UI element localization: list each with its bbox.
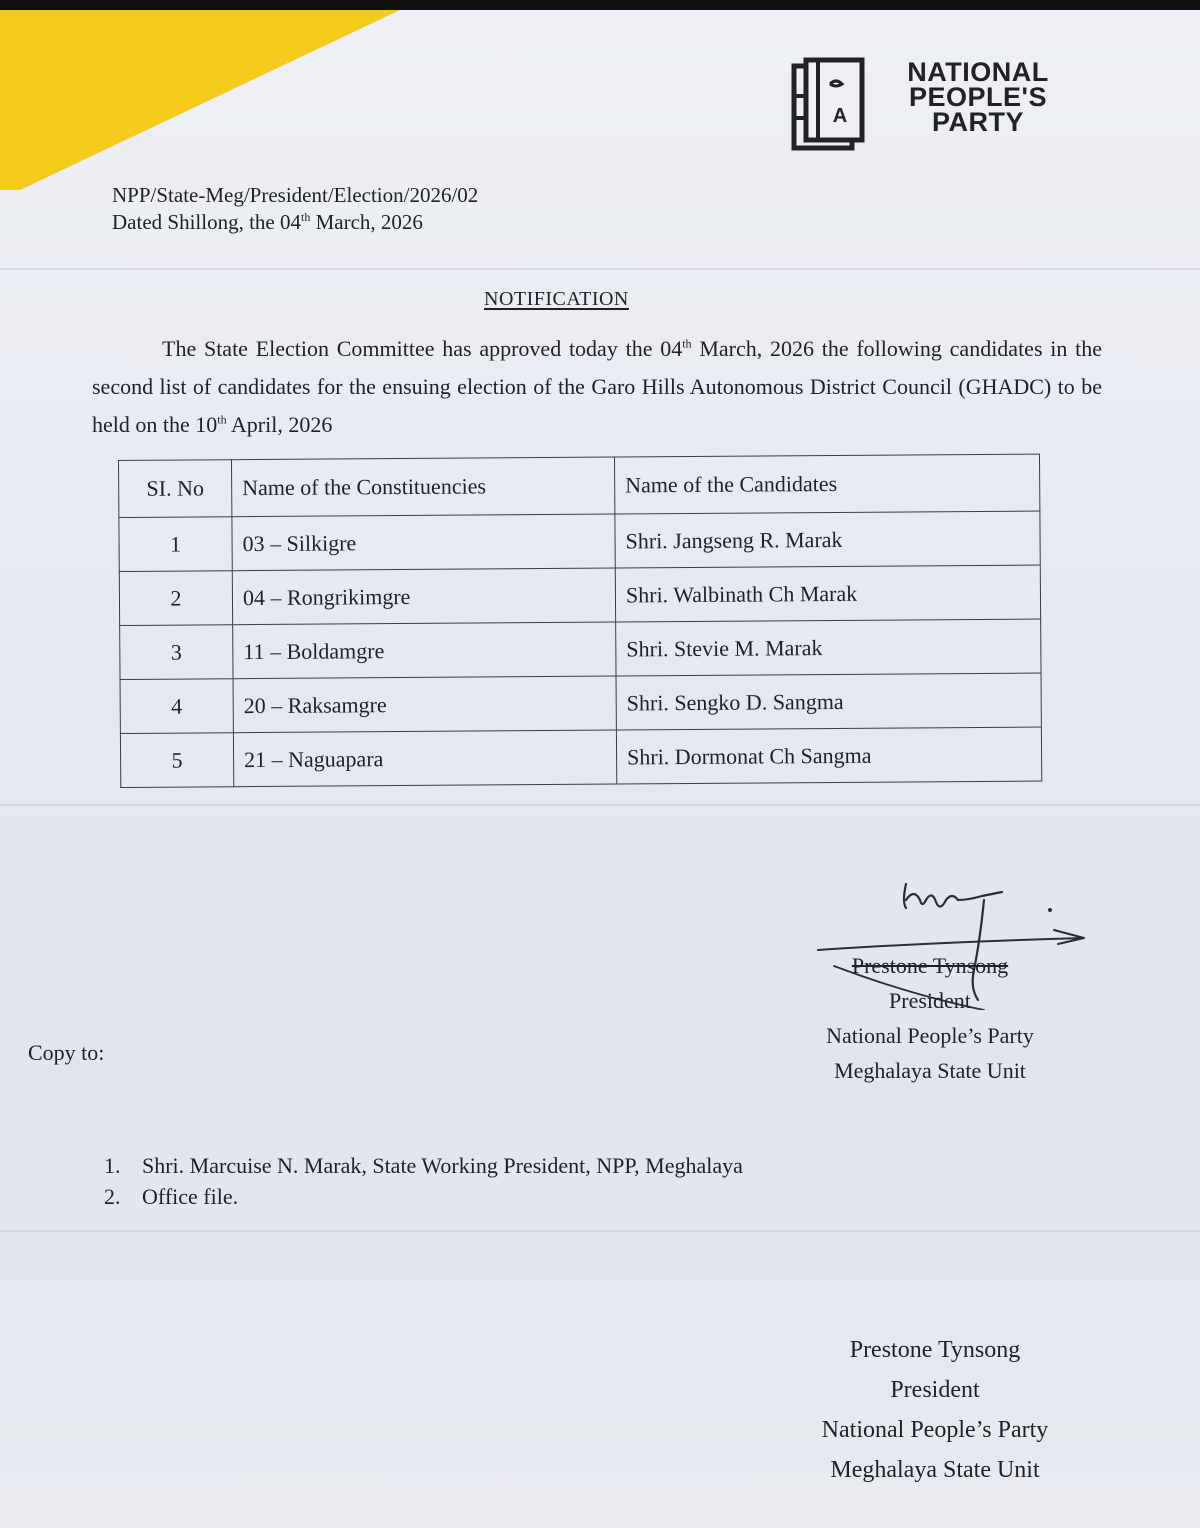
cell-candidate: Shri. Walbinath Ch Marak — [615, 565, 1040, 622]
cell-constituency: 04 – Rongrikimgre — [232, 568, 615, 625]
header-constituency: Name of the Constituencies — [232, 457, 615, 517]
top-edge — [0, 0, 1200, 10]
svg-text:A: A — [832, 105, 848, 127]
signatory-title: President — [890, 1377, 980, 1403]
party-wordmark: NATIONAL PEOPLE'S PARTY — [907, 57, 1049, 137]
signatory-unit: Meghalaya State Unit — [834, 1058, 1026, 1083]
notification-body: The State Election Committee has approved today the 04th March, 2026 the following candidates in the second list of candidates for the ensuing election of the Garo Hills Autonomous District Council (GHADC) to be held on the 10th April, 2026 — [92, 336, 1102, 437]
copy-to-label: Copy to: — [28, 1040, 105, 1065]
cell-sl-no: 4 — [120, 679, 233, 734]
reference-number: NPP/State-Meg/President/Election/2026/02 — [112, 183, 479, 207]
signatory-org: National People’s Party — [826, 1023, 1034, 1048]
signatory-unit: Meghalaya State Unit — [830, 1457, 1040, 1483]
cell-constituency: 20 – Raksamgre — [233, 676, 616, 733]
copy-to-list — [104, 1150, 743, 1212]
list-item: 1. Shri. Marcuise N. Marak, State Working President, NPP, Meghalaya — [104, 1153, 743, 1178]
cell-constituency: 03 – Silkigre — [232, 514, 615, 571]
table-row — [120, 673, 1041, 733]
cell-sl-no: 3 — [120, 625, 233, 680]
cell-candidate: Shri. Dormonat Ch Sangma — [616, 727, 1041, 784]
paper-fold — [0, 804, 1200, 806]
signatory-name: Prestone Tynsong — [849, 1337, 1021, 1363]
cell-sl-no: 1 — [119, 517, 232, 572]
signatory-name: Prestone Tynsong — [851, 953, 1009, 978]
reference-date: Dated Shillong, the 04th March, 2026 — [112, 210, 423, 234]
paper-fold — [0, 268, 1200, 270]
table-row — [119, 565, 1040, 625]
cell-candidate: Shri. Sengko D. Sangma — [616, 673, 1041, 730]
cell-constituency: 21 – Naguapara — [233, 730, 616, 787]
notification-title: NOTIFICATION — [484, 288, 629, 310]
signatory-block-upper — [800, 948, 1060, 1088]
signatory-block-lower — [790, 1330, 1080, 1490]
cell-constituency: 11 – Boldamgre — [233, 622, 616, 679]
party-logo — [786, 56, 1086, 156]
signatory-title: President — [889, 988, 971, 1013]
reference-block — [112, 182, 478, 236]
cell-sl-no: 5 — [120, 733, 233, 788]
book-icon — [786, 56, 866, 152]
header-candidate: Name of the Candidates — [614, 454, 1039, 514]
table-row — [119, 511, 1040, 571]
signatory-org: National People’s Party — [821, 1417, 1049, 1443]
table-row — [120, 727, 1041, 787]
list-item: 2. Office file. — [104, 1184, 239, 1209]
paper-fold — [0, 1230, 1200, 1232]
header-sl-no: SI. No — [119, 460, 232, 518]
candidates-table — [118, 454, 1042, 788]
cell-candidate: Shri. Stevie M. Marak — [616, 619, 1041, 676]
cell-sl-no: 2 — [119, 571, 232, 626]
table-header-row — [119, 454, 1040, 517]
cell-candidate: Shri. Jangseng R. Marak — [615, 511, 1040, 568]
table-row — [120, 619, 1041, 679]
